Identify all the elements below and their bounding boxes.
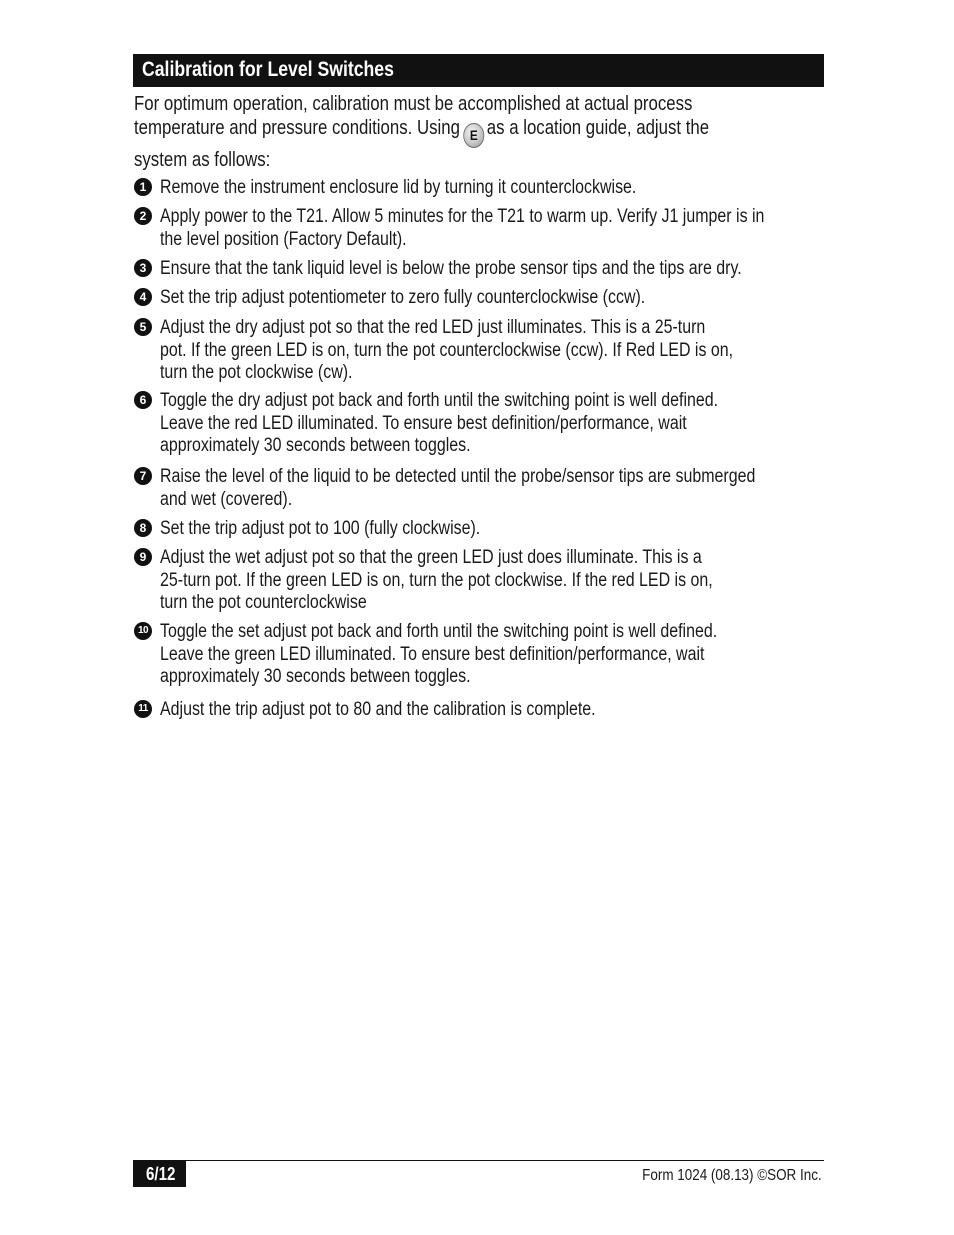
step-text — [160, 547, 713, 615]
step-line: Raise the level of the liquid to be detected until the probe/sensor tips are submerged — [160, 466, 756, 487]
step-line: Adjust the wet adjust pot so that the green LED just does illuminate. This is a — [160, 547, 702, 568]
location-e-badge-icon: E — [463, 123, 484, 148]
step-text — [160, 621, 717, 689]
step-line: Leave the green LED illuminated. To ensure best definition/performance, wait — [160, 643, 705, 665]
intro-text: temperature and pressure conditions. Using — [134, 117, 460, 139]
step-line: Adjust the trip adjust pot to 80 and the calibration is complete. — [160, 699, 596, 720]
intro-paragraph — [134, 92, 709, 172]
step-line: Toggle the dry adjust pot back and forth until the switching point is well defined. — [160, 390, 719, 411]
step-text — [160, 699, 596, 722]
step-number-badge: 11 — [134, 700, 152, 718]
step-line: approximately 30 seconds between toggles. — [160, 666, 471, 687]
step-text — [160, 518, 480, 541]
form-reference: Form 1024 (08.13) ©SOR Inc. — [642, 1167, 822, 1184]
step-line: Ensure that the tank liquid level is below the probe sensor tips and the tips are dry. — [160, 258, 742, 279]
step-line: turn the pot counterclockwise — [160, 592, 367, 613]
intro-line: For optimum operation, calibration must be accomplished at actual process — [134, 93, 693, 115]
step-line: 25-turn pot. If the green LED is on, turn the pot clockwise. If the red LED is on, — [160, 569, 713, 591]
step-number-badge: 5 — [134, 318, 152, 336]
intro-text: as a location guide, adjust the — [486, 117, 710, 139]
step-line: turn the pot clockwise (cw). — [160, 362, 353, 383]
step-line: pot. If the green LED is on, turn the pot counterclockwise (ccw). If Red LED is on, — [160, 339, 734, 361]
step-line: Adjust the dry adjust pot so that the red LED just illuminates. This is a 25-turn — [160, 317, 706, 338]
step-text — [160, 258, 742, 281]
page-number-badge — [133, 1161, 186, 1187]
step-number-badge: 10 — [134, 622, 152, 640]
step-text — [160, 466, 755, 511]
step-line: Set the trip adjust pot to 100 (fully clockwise). — [160, 518, 481, 539]
step-line: the level position (Factory Default). — [160, 228, 407, 250]
step-line: Apply power to the T21. Allow 5 minutes for the T21 to warm up. Verify J1 jumper is in — [160, 206, 765, 227]
step-text — [160, 206, 764, 251]
step-number-badge: 4 — [134, 288, 152, 306]
page-number: 6/12 — [146, 1164, 176, 1184]
step-line: Leave the red LED illuminated. To ensure best definition/performance, wait — [160, 412, 687, 434]
step-number-badge: 7 — [134, 467, 152, 485]
step-number-badge: 9 — [134, 548, 152, 566]
step-line: approximately 30 seconds between toggles. — [160, 435, 471, 456]
step-number-badge: 8 — [134, 519, 152, 537]
intro-line: system as follows: — [134, 149, 271, 171]
section-title: Calibration for Level Switches — [142, 58, 394, 81]
step-line: Toggle the set adjust pot back and forth until the switching point is well defined. — [160, 621, 718, 642]
step-number-badge: 3 — [134, 259, 152, 277]
step-line: Set the trip adjust potentiometer to zero fully counterclockwise (ccw). — [160, 287, 646, 308]
step-number-badge: 1 — [134, 178, 152, 196]
footer-rule — [133, 1160, 824, 1161]
step-text — [160, 177, 636, 200]
step-text — [160, 287, 645, 310]
step-line: and wet (covered). — [160, 488, 293, 510]
section-header — [133, 54, 824, 87]
step-line: Remove the instrument enclosure lid by turning it counterclockwise. — [160, 177, 637, 198]
step-number-badge: 6 — [134, 391, 152, 409]
step-number-badge: 2 — [134, 207, 152, 225]
intro-line — [134, 116, 709, 148]
step-text — [160, 390, 718, 458]
step-text — [160, 317, 733, 385]
